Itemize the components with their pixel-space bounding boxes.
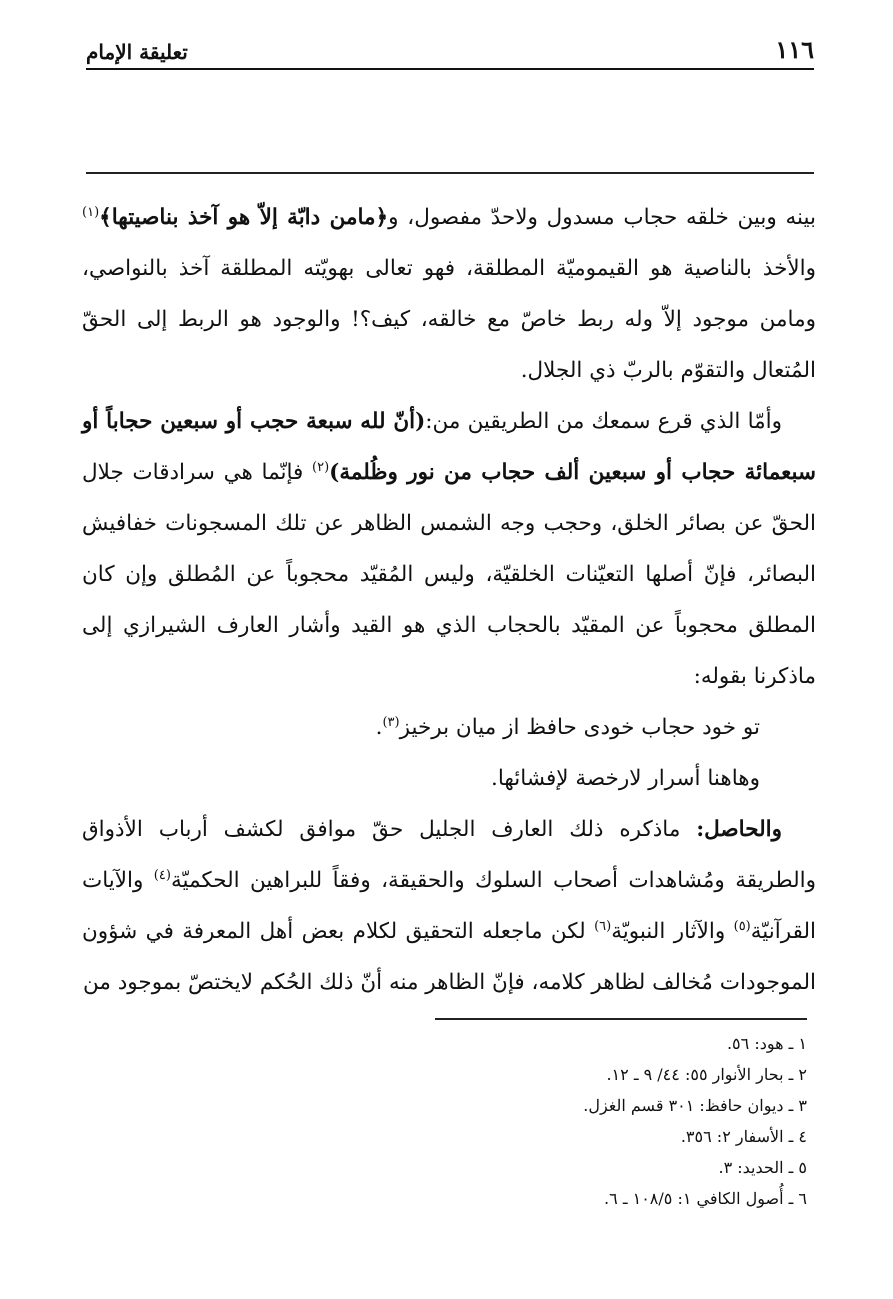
p3-text: وهاهنا أسرار لارخصة لإفشائها. (490, 766, 760, 791)
footnote-ref-5: (٥) (733, 918, 751, 934)
p1-text-b: والأخذ بالناصية هو القيموميّة المطلقة، فهو تعالى بهويّته المطلقة آخذ بالنواصي، ومامن موجود إلاّ وله ربط خاصّ مع خالقه، كيف؟! والوجود هو الربط إلى الحقّ المُتعال والتقوّم بالربّ ذي الجلال. (82, 256, 816, 383)
footnotes (407, 1028, 807, 1214)
page-number: ١١٦ (775, 35, 814, 64)
paragraph-1 (82, 192, 816, 396)
top-rule (86, 172, 814, 174)
footnote-4: ٤ ـ الأسفار ٢: ٣٥٦. (680, 1127, 807, 1146)
p1-text-a: بينه وبين خلقه حجاب مسدول ولاحدّ مفصول، و (388, 205, 816, 230)
hadith-quote: (أنّ لله سبعة حجب أو سبعين حجاباً أو سبعمائة حجاب أو سبعين ألف حجاب من نور وظُلمة) (82, 409, 816, 485)
paragraph-3 (82, 753, 816, 804)
footnote-ref-6: (٦) (594, 918, 612, 934)
paragraph-2 (82, 396, 816, 702)
footnote-ref-2: (٢) (312, 459, 330, 475)
p4-text-d: لكن ماجعله التحقيق لكلام بعض أهل المعرفة في شؤون الموجودات مُخالف لظاهر كلامه، فإنّ الظاهر منه أنّ ذلك الحُكم لايختصّ بموجود من (82, 919, 816, 995)
footnote-2: ٢ ـ بحار الأنوار ٥٥: ٤٤/ ٩ ـ ١٢. (606, 1065, 807, 1084)
p4-text-a: ماذكره ذلك العارف الجليل حقّ موافق لكشف أرباب الأذواق والطريقة ومُشاهدات أصحاب السلوك والحقيقة، وفقاً للبراهين الحكميّة (82, 817, 816, 893)
footnote-3: ٣ ـ ديوان حافظ: ٣٠١ قسم الغزل. (583, 1096, 807, 1115)
book-title: تعليقة الإمام (86, 40, 188, 64)
poem-line (82, 702, 816, 753)
footnote-rule (435, 1018, 807, 1020)
running-head (86, 32, 814, 70)
footnote-1: ١ ـ هود: ٥٦. (726, 1034, 807, 1053)
paragraph-4 (82, 804, 816, 1008)
footnote-ref-3: (٣) (382, 714, 400, 730)
footnote-6: ٦ ـ أُصول الكافي ١: ١٠٨/٥ ـ ٦. (604, 1189, 807, 1208)
quran-quote-1: ﴿مامن دابّة إلاّ هو آخذ بناصيتها﴾ (99, 205, 389, 230)
poem-text: تو خود حجاب خودى حافظ از ميان برخيز (399, 715, 760, 740)
footnote-ref-1: (١) (82, 204, 100, 220)
p4-text-c: والآثار النبويّة (611, 919, 734, 944)
footnote-ref-4: (٤) (153, 867, 171, 883)
poem-end: . (375, 715, 383, 740)
p2-text-b: فإنّما هي سرادقات جلال الحقّ عن بصائر الخلق، وحجب وجه الشمس الظاهر عن تلك المسجونات خفافيش البصائر، فإنّ أصلها التعيّنات الخلقيّة، وليس المُقيّد محجوباً عن المُطلق وإن كان المطلق محجوباً عن المقيّد بالحجاب الذي هو القيد وأشار العارف الشيرازي إلى ماذكرنا بقوله: (82, 460, 816, 689)
conclusion-heading: والحاصل: (696, 817, 782, 842)
footnote-5: ٥ ـ الحديد: ٣. (718, 1158, 807, 1177)
p4-text-b: والآيات القرآنيّة (82, 868, 816, 944)
main-text (82, 192, 816, 1008)
p2-text-a: وأمّا الذي قرع سمعك من الطريقين من: (425, 409, 783, 434)
